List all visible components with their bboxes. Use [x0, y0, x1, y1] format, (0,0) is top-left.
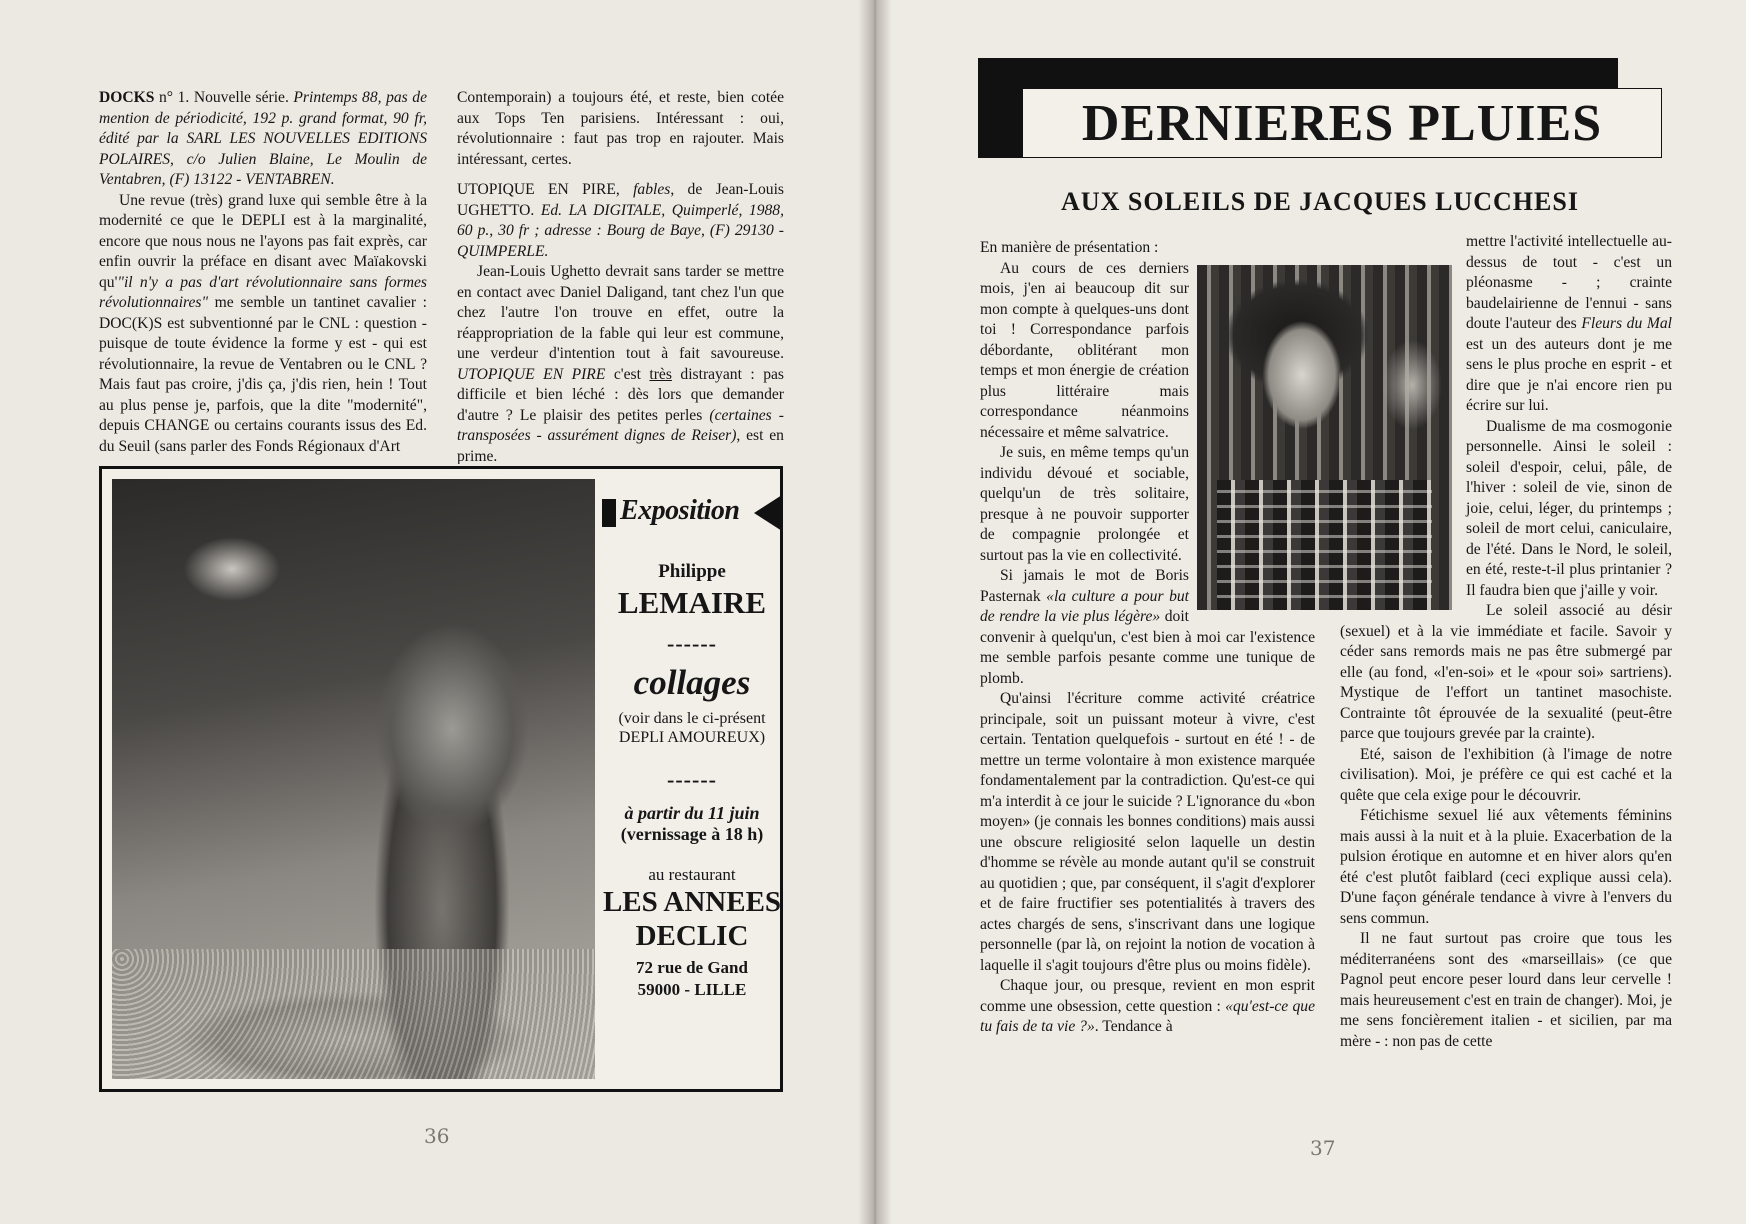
text-run: Ed. LA DIGITALE, Quimperlé, 1988, 60 p., 30 fr ; adresse : Bourg de Baye, (F) 29130 - QUIMPERLE.: [457, 201, 784, 260]
exposition-banner: [602, 493, 782, 533]
paragraph: [980, 976, 1315, 1038]
text-run: Eté, saison de l'exhibition (à l'image de notre civilisation). Moi, je préfère ce qui est caché et la quête que cela exige pour le découvrir.: [1340, 745, 1672, 804]
collage-photo: [112, 479, 595, 1079]
artist-first-name: Philippe: [658, 561, 726, 582]
paragraph: [1340, 806, 1672, 929]
text-run: Qu'ainsi l'écriture comme activité créatrice principale, soit un puissant moteur à vivre, c'est certain. Tentation quelquefois - surtout en été ! - de mettre un terme volontaire à mon existence marquée fondamentalement par la contradiction. Qu'est-ce qui m'a interdit à ce jour le suicide ? L'ignorance du «bon moyen» (je connais les bonnes conditions) mais aussi une obscure religiosité selon laquelle un destin d'homme se révèle au monde autant qu'il se construit au quotidien ; que, par conséquent, il s'agit d'explorer et de faire fructifier ses potentialités à travers des actes chargés de sens, s'inscrivant dans une logique personnelle (par là, on rejoint la notion de vocation à laquelle il s'agit toujours d'être plus ou moins fidèle).: [980, 690, 1315, 974]
text-run: , de Jean-Louis UGHETTO.: [457, 181, 784, 219]
text-run: «qu'est-ce que tu fais de ta vie ?»: [980, 997, 1315, 1035]
portrait-shirt: [1217, 480, 1432, 610]
article-subtitle: AUX SOLEILS DE JACQUES LUCCHESI: [1061, 187, 1579, 216]
paragraph: [1340, 929, 1672, 1052]
text-run: mettre l'activité intellectuelle au-dessus de tout - c'est un pléonasme - ; crainte baudelairienne de l'ennui - sans doute l'auteur des: [1466, 233, 1672, 332]
paragraph: [1340, 601, 1672, 745]
text-run: Dualisme de ma cosmogonie personnelle. Ainsi le soleil : soleil d'espoir, celui, pâle, de l'hiver : soleil de vie, sinon de joie, celui, léger, du printemps ; soleil de mort celui, caniculaire, de l'été. Dans le Nord, le soleil, en été, reste-t-il plus printanier ? Il faudra bien que j'aille y voir.: [1466, 417, 1672, 599]
exhibition-date: à partir du 11 juin: [624, 803, 760, 823]
venue-name-line2: DECLIC: [635, 920, 749, 952]
text-run: (certaines - transposées - assurément dignes de Reiser): [457, 406, 784, 444]
text-run: «la culture a pour but de rendre la vie plus légère»: [980, 587, 1190, 625]
text-run: c'est: [605, 365, 650, 383]
text-run: me semble un tantinet cavalier : DOC(K)S est subventionné par le CNL : question - puisque de toute évidence la forme y est - qui est révolutionnaire, la revue de Ventabren ou le CNL ? Mais faut pas croire, j'dis ça, j'dis rien, hein ! Tout au plus pense je, parfois, que la dite "modernité", depuis CHANGE ou certains courants issus des Ed. du Seuil (sans parler des Fonds Régionaux d'Art: [99, 294, 427, 455]
page-number-left: 36: [424, 1124, 450, 1148]
text-run: , est en prime.: [457, 427, 784, 464]
paragraph: [457, 262, 784, 464]
author-portrait-photo: [1197, 265, 1452, 610]
text-run: Fleurs du Mal: [1581, 315, 1672, 332]
address-street: 72 rue de Gand: [636, 958, 748, 977]
text-run: très: [649, 365, 672, 383]
ad-note: (voir dans le ci-présent DEPLI AMOUREUX): [618, 710, 766, 746]
article-title: DERNIERES PLUIES: [1022, 88, 1662, 158]
exposition-ad: [99, 466, 783, 1092]
exposition-label: Exposition: [620, 495, 740, 526]
paragraph: [980, 238, 1315, 259]
text-run: est un des auteurs dont je me sens le plus proche en esprit - et dire que je n'ai encore rien pu écrire sur lui.: [1466, 335, 1672, 414]
text-run: Il ne faut surtout pas croire que tous les méditerranéens sont des «marseillais» (ce que Pagnol peut encore peser lourd dans leur cervelle ! mais heureusement c'est en train de changer). Moi, je me sens foncièrement italien - et sicilien, par ma mère - : non pas de cette: [1340, 930, 1672, 1050]
ad-text-block: [602, 485, 782, 1001]
text-run: DOCKS: [99, 89, 155, 106]
left-column-2: [457, 88, 784, 464]
text-run: doit convenir à quelqu'un, c'est bien à moi car l'existence me semble parfois pesante comme une tunique de plomb.: [980, 608, 1315, 687]
text-run: Une revue (très) grand luxe qui semble être à la modernité ce que le DEPLI est à la marginalité, encore que nous nous ne l'ayons pas fait exprès, car enfin ouvrir la préface en disant avec Maïakovski qu': [99, 191, 427, 291]
medium-label: collages: [633, 663, 751, 702]
vernissage-time: (vernissage à 18 h): [620, 824, 764, 844]
paragraph: [99, 191, 427, 458]
text-run: Chaque jour, ou presque, revient en mon esprit comme une obsession, cette question :: [980, 977, 1315, 1015]
text-run: UTOPIQUE EN PIRE: [457, 365, 606, 383]
text-run: . Tendance à: [1094, 1018, 1173, 1035]
title-shadow-block: [978, 58, 1026, 158]
separator-2: ------: [667, 767, 717, 792]
text-run: Contemporain) a toujours été, et reste, bien cotée aux Tops Ten parisiens. Intéressant : oui, révolutionnaire : faut pas trop en rajouter. Mais intéressant, certes.: [457, 89, 784, 168]
paragraph: [457, 180, 784, 262]
venue-name-line1: LES ANNEES: [602, 886, 782, 918]
text-run: UTOPIQUE EN PIRE,: [457, 181, 634, 198]
text-run: distrayant : pas difficile et bien léché : dès lors que demander d'autre ? Le plaisir des petites perles: [457, 365, 784, 424]
left-column-1: [99, 88, 427, 464]
paragraph: [980, 689, 1315, 976]
text-run: fables: [633, 181, 671, 198]
banner-block-icon: [602, 499, 616, 527]
paragraph: [1340, 745, 1672, 807]
paragraph: [457, 88, 784, 170]
book-gutter: [858, 0, 892, 1224]
photo-texture: [112, 949, 595, 1079]
arrow-left-icon: [754, 495, 782, 531]
text-run: "il n'y a pas d'art révolutionnaire sans formes révolutionnaires": [99, 273, 427, 311]
text-run: Au cours de ces derniers mois, j'en ai beaucoup dit sur mon compte à quelques-uns dont toi ! Correspondance parfois débordante, oblitérant mon temps et mon énergie de création plus littéraire mais correspondance néanmoins nécessaire et même salvatrice.: [980, 259, 1189, 441]
text-run: Printemps 88, pas de mention de périodicité, 192 p. grand format, 90 fr, édité par la SARL LES NOUVELLES EDITIONS POLAIRES, c/o Julien Blaine, Le Moulin de Ventabren, (F) 13122 - VENTABREN.: [99, 89, 427, 188]
paragraph: [99, 88, 427, 191]
text-run: Fétichisme sexuel lié aux vêtements féminins mais aussi à la nuit et à la pluie. Exacerbation de la pulsion érotique en automne et en hiver alors qu'en été c'est plutôt faiblard (ceci explique aussi cela). D'une façon générale tendance à vivre à l'envers du sens commun.: [1340, 807, 1672, 927]
text-run: En manière de présentation :: [980, 239, 1159, 256]
text-run: n° 1. Nouvelle série.: [154, 89, 294, 106]
address-city: 59000 - LILLE: [637, 980, 747, 999]
venue-prefix: au restaurant: [648, 865, 736, 884]
text-run: Si jamais le mot de Boris Pasternak: [980, 567, 1189, 605]
page-number-right: 37: [1310, 1136, 1336, 1160]
text-run: Le soleil associé au désir (sexuel) et à la vie immédiate et facile. Savoir y céder sans remords mais ne pas être submergé par elle (au fond, «l'en-soi» et le «pour soi» sartriens). Mystique de l'effort un tantinet masochiste. Contrainte tôt éprouvée de la sexualité (peut-être parce que toujours grevée par la crainte).: [1340, 602, 1672, 742]
text-run: Je suis, en même temps qu'un individu dévoué et sociable, quelqu'un de très solitaire, presque à ne pouvoir supporter de compagnie prolongée et surtout pas la vie en collectivité.: [980, 444, 1189, 564]
artist-last-name: LEMAIRE: [617, 585, 767, 620]
separator-1: ------: [667, 631, 717, 656]
text-run: Jean-Louis Ughetto devrait sans tarder se mettre en contact avec Daniel Daligand, tant chez l'un que chez l'autre l'on trouve en effet, outre la réappropriation de la fable qui leur est commune, une verdeur d'intention tout à fait savoureuse.: [457, 263, 784, 362]
